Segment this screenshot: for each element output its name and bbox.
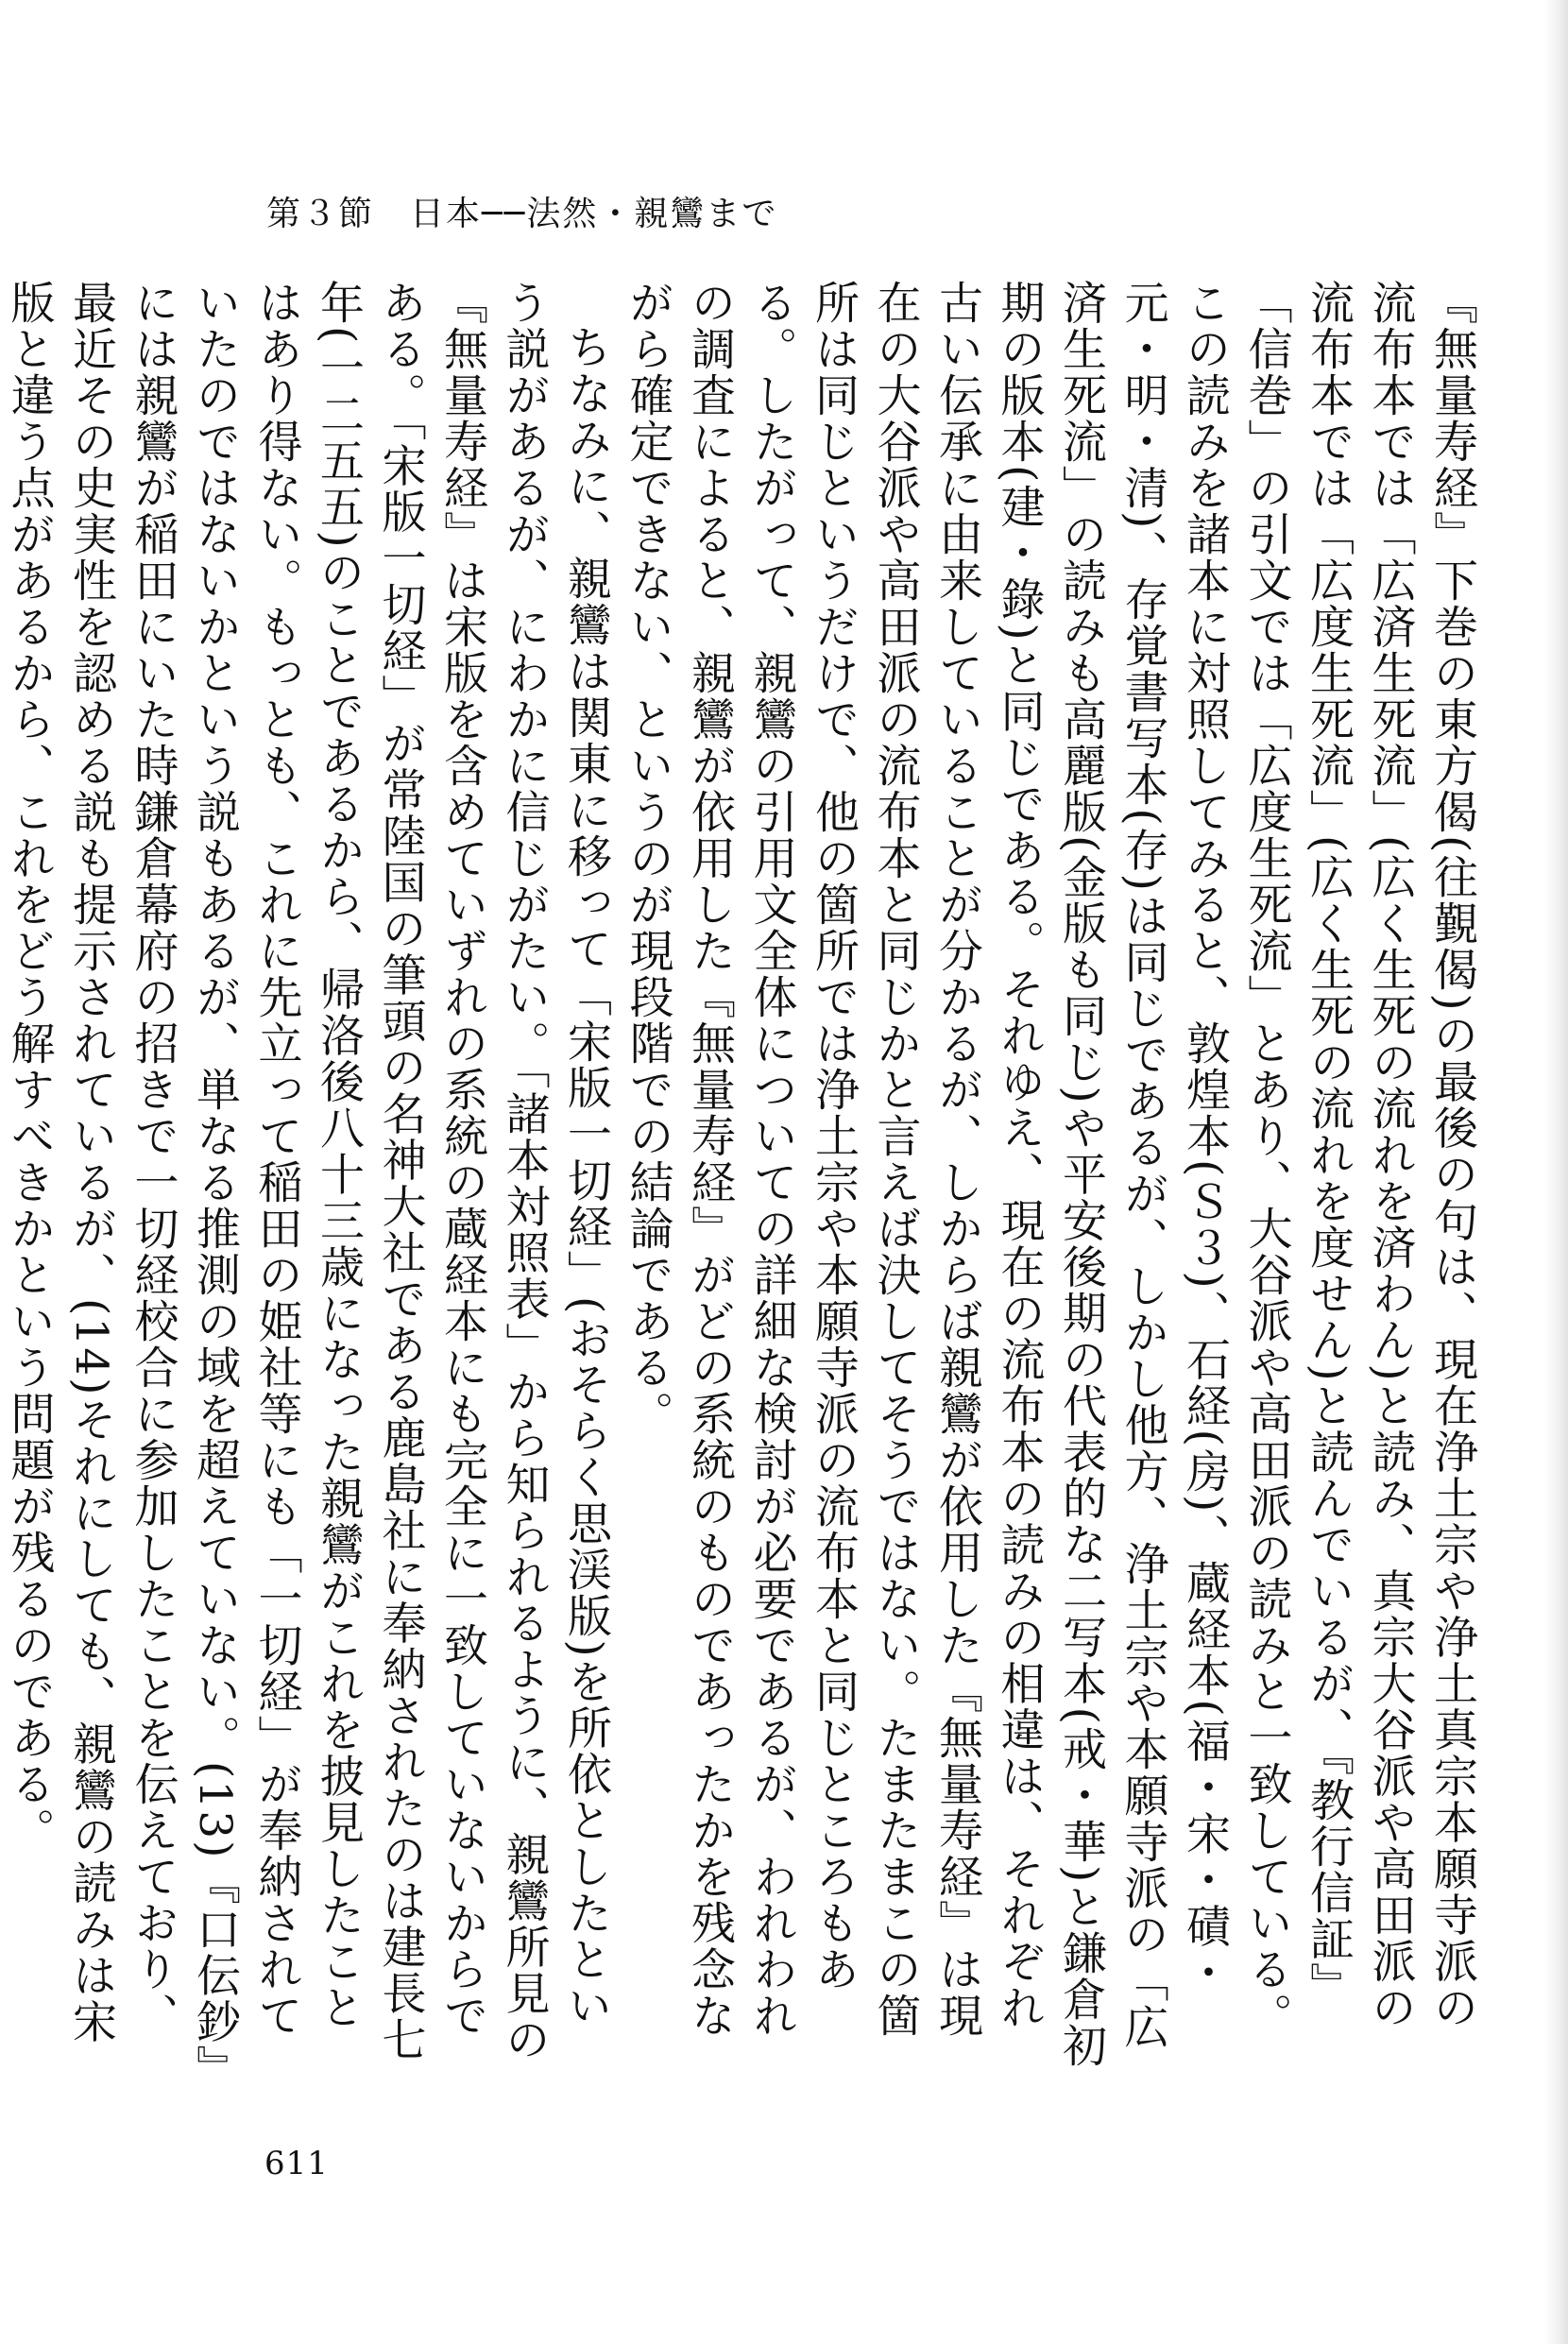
page-number: 611 xyxy=(264,2145,329,2182)
running-head: 第３節 日本──法然・親鸞まで xyxy=(266,195,778,233)
paragraph-2: ちなみに、親鸞は関東に移って「宋版一切経」(おそらく思渓版)を所依としたという説があるが、にわかに信じがたい。「諸本対照表」から知られるように、親鸞所見の『無量寿経』は宋版を含めていずれの系統の蔵経本にも完全に一致していないからである。「宋版一切経」が常陸国の筆頭の名神大社である鹿島社に奉納されたのは建長七年(一二五五)のことであるから、帰洛後八十三歳になった親鸞がこれを披見したことはあり得ない。もっとも、これに先立って稲田の姫社等にも「一切経」が奉納されていたのではないかという説もあるが、単なる推測の域を超えていない。(13)『口伝鈔』には親鸞が稲田にいた時鎌倉幕府の招きで一切経校合に参加したことを伝えており、最近その史実性を認める説も提示されているが、(14)それにしても、親鸞の読みは宋版と違う点があるから、これをどう解すべきかという問題が残るのである。 xyxy=(3,280,612,2069)
body-text xyxy=(3,280,1483,2075)
paragraph-1: 『無量寿経』下巻の東方偈(往覲偈)の最後の句は、現在浄土宗や浄土真宗本願寺派の流布本では「広済生死流」(広く生死の流れを済わん)と読み、真宗大谷派や高田派の流布本では「広度生死流」(広く生死の流れを度せん)と読んでいるが、『教行信証』「信巻」の引文では「広度生死流」とあり、大谷派や高田派の読みと一致している。この読みを諸本に対照してみると、敦煌本(Ｓ３)、石経(房)、蔵経本(福・宋・磧・元・明・清)、存覚書写本(存)は同じであるが、しかし他方、浄土宗や本願寺派の「広済生死流」の読みも高麗版(金版も同じ)や平安後期の代表的な二写本(戒・華)と鎌倉初期の版本(建・錄)と同じである。それゆえ、現在の流布本の読みの相違は、それぞれ古い伝承に由来していることが分かるが、しからば親鸞が依用した『無量寿経』は現在の大谷派や高田派の流布本と同じかと言えば決してそうではない。たまたまこの箇所は同じというだけで、他の箇所では浄土宗や本願寺派の流布本と同じところもある。したがって、親鸞の引用文全体についての詳細な検討が必要であるが、われわれの調査によると、親鸞が依用した『無量寿経』がどの系統のものであったかを残念ながら確定できない、というのが現段階での結論である。 xyxy=(622,280,1478,2070)
scan-edge-shadow xyxy=(1543,0,1568,2344)
